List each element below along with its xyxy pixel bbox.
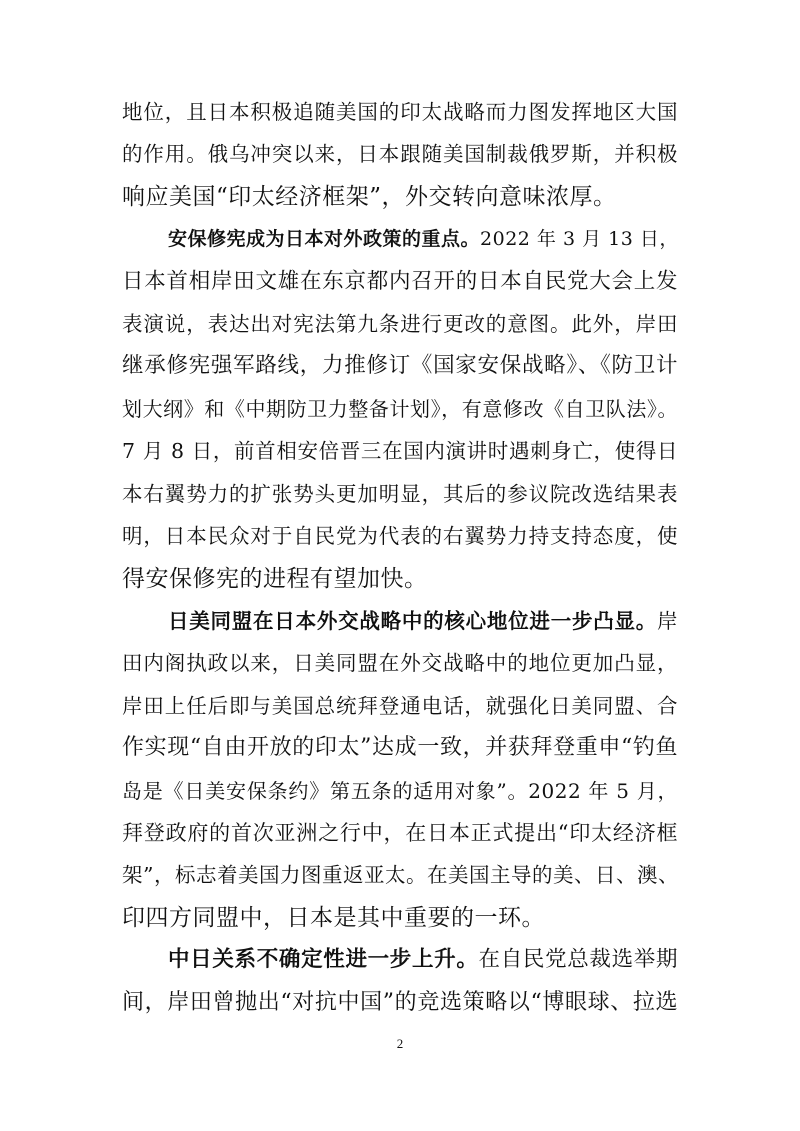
section-heading: 日美同盟在日本外交战略中的核心地位进一步凸显。 bbox=[168, 608, 657, 633]
paragraph-line: 田内阁执政以来，日美同盟在外交战略中的地位更加凸显， bbox=[122, 651, 678, 676]
paragraph-text: 2022 年 3 月 13 日， bbox=[480, 228, 679, 251]
paragraph-line: 本右翼势力的扩张势头更加明显，其后的参议院改选结果表 bbox=[122, 481, 678, 506]
section-heading: 安保修宪成为日本对外政策的重点。 bbox=[168, 228, 481, 251]
section-heading: 中日关系不确定性进一步上升。 bbox=[168, 947, 479, 973]
paragraph-line: 表演说，表达出对宪法第九条进行更改的意图。此外，岸田 bbox=[122, 312, 678, 337]
paragraph-first-line bbox=[168, 945, 678, 975]
paragraph-line: 明，日本民众对于自民党为代表的右翼势力持支持态度，使 bbox=[122, 524, 678, 549]
paragraph-line: 响应美国“印太经济框架”，外交转向意味浓厚。 bbox=[122, 183, 617, 210]
paragraph-first-line bbox=[168, 224, 678, 254]
paragraph-line: 7 月 8 日，前首相安倍晋三在国内演讲时遇刺身亡，使得日 bbox=[122, 439, 678, 464]
paragraph-text: 在自民党总裁选举期 bbox=[478, 947, 678, 973]
paragraph-line: 划大纲》和《中期防卫力整备计划》，有意修改《自卫队法》。 bbox=[122, 396, 678, 421]
paragraph-line: 日本首相岸田文雄在东京都内召开的日本自民党大会上发 bbox=[122, 268, 678, 294]
paragraph-line: 间，岸田曾抛出“对抗中国”的竞选策略以“博眼球、拉选 bbox=[122, 989, 678, 1015]
paragraph-line: 作实现“自由开放的印太”达成一致，并获拜登重申“钓鱼 bbox=[122, 735, 678, 761]
paragraph-line: 岛是《日美安保条约》第五条的适用对象”。2022 年 5 月， bbox=[122, 778, 678, 803]
paragraph-line: 架”，标志着美国力图重返亚太。在美国主导的美、日、澳、 bbox=[122, 863, 679, 888]
paragraph-line: 拜登政府的首次亚洲之行中，在日本正式提出“印太经济框 bbox=[122, 820, 678, 845]
paragraph-line: 印四方同盟中，日本是其中重要的一环。 bbox=[122, 904, 545, 931]
paragraph-line: 继承修宪强军路线，力推修订《国家安保战略》、《防卫计 bbox=[122, 353, 678, 379]
paragraph-line: 得安保修宪的进程有望加快。 bbox=[122, 565, 428, 592]
paragraph-first-line bbox=[168, 606, 678, 636]
paragraph-line: 的作用。俄乌冲突以来，日本跟随美国制裁俄罗斯，并积极 bbox=[122, 142, 678, 167]
paragraph-line: 地位，且日本积极追随美国的印太战略而力图发挥地区大国 bbox=[122, 100, 678, 124]
paragraph-text: 岸 bbox=[657, 608, 678, 633]
page-number: 2 bbox=[396, 1036, 404, 1051]
paragraph-line: 岸田上任后即与美国总统拜登通电话，就强化日美同盟、合 bbox=[122, 693, 678, 718]
